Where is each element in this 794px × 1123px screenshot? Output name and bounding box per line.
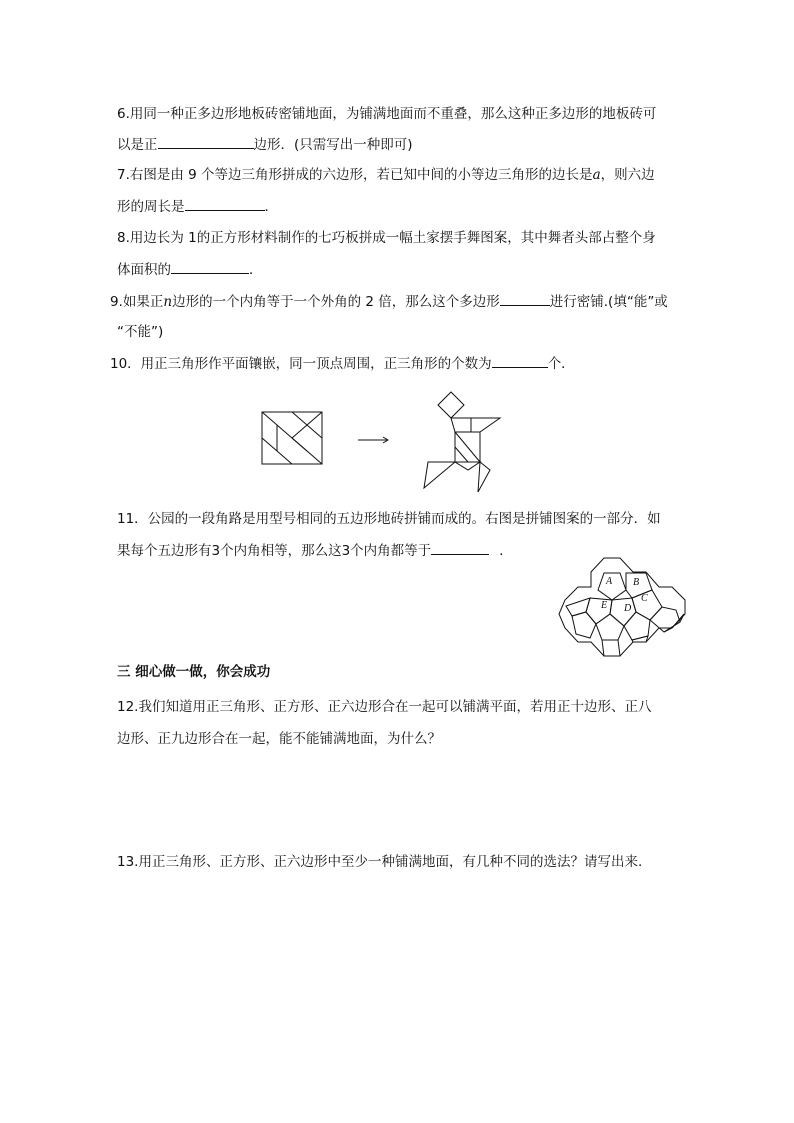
q7-line1-after: ，则六边 bbox=[600, 167, 655, 183]
q6-line2-after: 边形．(只需写出一种即可) bbox=[253, 137, 413, 153]
q7-variable: a bbox=[592, 167, 601, 183]
pentagon-d bbox=[610, 598, 636, 626]
q10-before: 10．用正三角形作平面镶嵌，同一顶点周围，正三角形的个数为 bbox=[110, 356, 492, 372]
q8-line1: 8.用边长为 1的正方形材料制作的七巧板拼成一幅土家摆手舞图案，其中舞者头部占整个身 bbox=[117, 230, 656, 246]
tiling-label-c: C bbox=[641, 593, 648, 604]
q11-line2-after: ． bbox=[499, 543, 513, 559]
q12-line2: 边形、正九边形合在一起，能不能铺满地面，为什么？ bbox=[117, 731, 441, 747]
q6-line1: 6.用同一种正多边形地板砖密铺地面，为铺满地面而不重叠，那么这种正多边形的地板砖可 bbox=[117, 106, 657, 122]
q8-line2-before: 体面积的 bbox=[117, 262, 171, 278]
q9-line1-mid: 边形的一个内角等于一个外角的 2 倍，那么这个多边形 bbox=[172, 294, 500, 310]
q8-line2-after: ． bbox=[249, 262, 263, 278]
q9-line1-before: 9.如果正 bbox=[110, 294, 164, 310]
tiling-label-b: B bbox=[633, 577, 640, 588]
section3-title: 三 细心做一做，你会成功 bbox=[117, 664, 271, 680]
q7-line2-after: ． bbox=[264, 199, 278, 215]
tiling-label-a: A bbox=[606, 576, 613, 587]
tiling-label-d: D bbox=[624, 603, 632, 614]
q6-line2-before: 以是正 bbox=[117, 137, 158, 153]
pentagon-e bbox=[586, 598, 612, 624]
q12-line1: 12.我们知道用正三角形、正方形、正六边形合在一起可以铺满平面，若用正十边形、正八 bbox=[117, 699, 652, 715]
q13-line1: 13.用正三角形、正方形、正六边形中至少一种铺满地面，有几种不同的选法？请写出来. bbox=[117, 854, 643, 870]
q11-line2-before: 果每个五边形有3个内角相等，那么这3个内角都等于 bbox=[117, 543, 432, 559]
q11-line1: 11．公园的一段角路是用型号相同的五边形地砖拼铺而成的。右图是拼铺图案的一部分．如 bbox=[117, 511, 661, 527]
q9-variable: n bbox=[163, 294, 173, 310]
q9-line2: “不能”) bbox=[117, 324, 164, 340]
q7-line1-before: 7.右图是由 9 个等边三角形拼成的六边形，若已知中间的小等边三角形的边长是 bbox=[117, 167, 593, 183]
q9-line1-after: 进行密铺.(填“能”或 bbox=[549, 294, 668, 310]
q7-line2-before: 形的周长是 bbox=[117, 199, 185, 215]
tiling-label-e: E bbox=[601, 600, 608, 611]
tiling-outline bbox=[559, 558, 685, 656]
q10-after: 个． bbox=[547, 356, 575, 372]
